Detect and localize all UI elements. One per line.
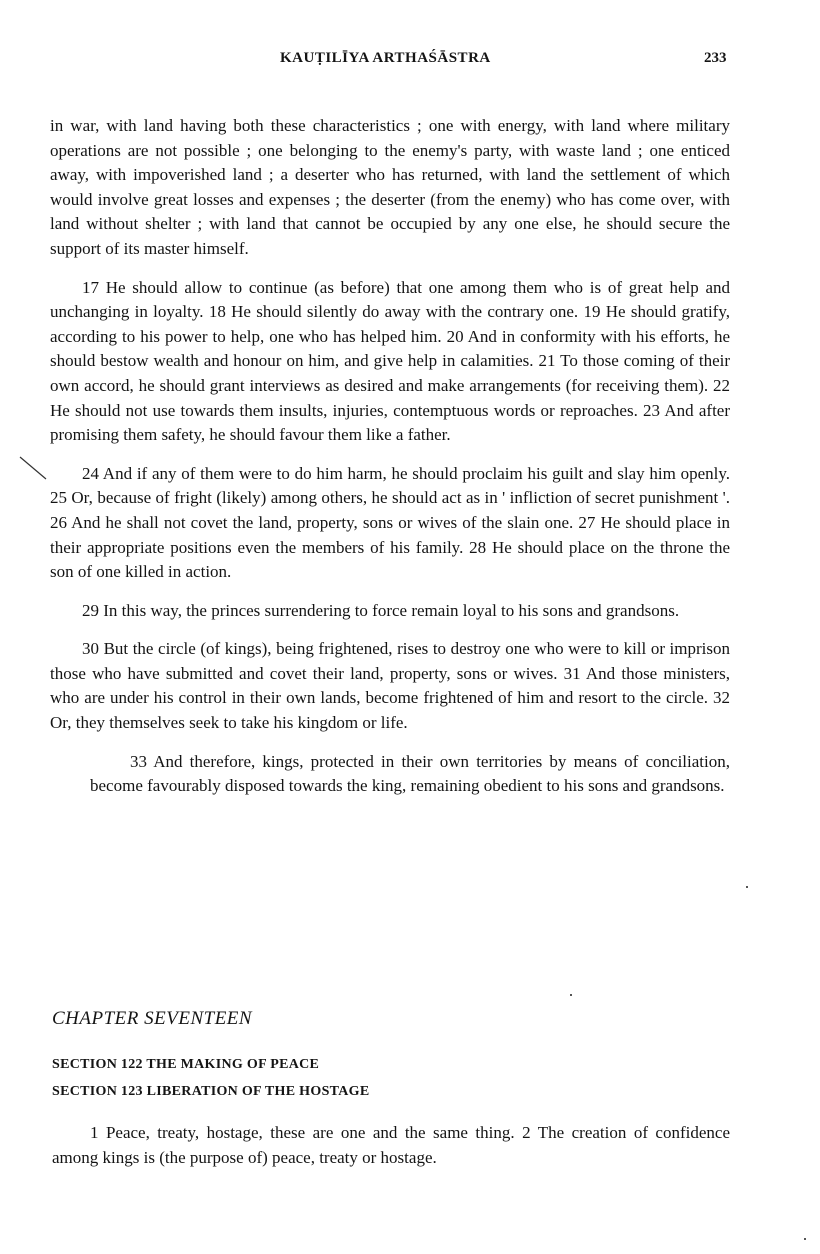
margin-pencil-mark: [18, 455, 50, 483]
print-speck: [570, 994, 572, 996]
paragraph-17: 17 He should allow to continue (as before) that one among them who is of great help and unchanging in loyalty. 18 He should silently do away with the contrary one. 19 He should gratify, according to his power to help, one who has helped him. 20 And in conformity with his efforts, he should bestow wealth and honour on him, and give help in calamities. 21 To those coming of their own accord, he should grant interviews as desired and make arrangements (for receiving them). 22 He should not use towards them insults, injuries, contemptuous words or reproaches. 23 And after promising them safety, he should favour them like a father.: [50, 277, 730, 445]
section-heading-122: SECTION 122 THE MAKING OF PEACE: [52, 1057, 320, 1072]
print-speck: [746, 886, 748, 888]
body-text: [50, 114, 730, 813]
paragraph-30: 30 But the circle (of kings), being frightened, rises to destroy one who were to kill or imprison those who have submitted and covet their land, property, sons or wives. 31 And those ministers, who are under his control in their own lands, become frightened of him and resort to the circle. 32 Or, they themselves seek to take his kingdom or life.: [50, 639, 730, 733]
paragraph-29: 29 In this way, the princes surrendering to force remain loyal to his sons and grandsons.: [82, 600, 680, 620]
section-heading-123: SECTION 123 LIBERATION OF THE HOSTAGE: [52, 1084, 370, 1099]
chapter-title: CHAPTER SEVENTEEN: [52, 1008, 253, 1029]
chapter-opening-text: [52, 1121, 730, 1170]
print-speck: [804, 1238, 806, 1240]
paragraph-1: 1 Peace, treaty, hostage, these are one and the same thing. 2 The creation of confidence among kings is (the purpose of) peace, treaty or hostage.: [52, 1123, 730, 1167]
verse-33: 33 And therefore, kings, protected in their own territories by means of conciliation, become favourably disposed towards the king, remaining obedient to his sons and grandsons.: [90, 751, 730, 796]
running-head: KAUṬILĪYA ARTHAŚĀSTRA: [280, 50, 491, 66]
paragraph-24: 24 And if any of them were to do him harm, he should proclaim his guilt and slay him openly. 25 Or, because of fright (likely) among others, he should act as in ' infliction of secret punishment '. 26 And he shall not covet the land, property, sons or wives of the slain one. 27 He should place in their appropriate positions even the members of his family. 28 He should place on the throne the son of one killed in action.: [50, 463, 730, 582]
page-number: 233: [704, 50, 727, 66]
paragraph-continuation: in war, with land having both these characteristics ; one with energy, with land where military operations are not possible ; one belonging to the enemy's party, with waste land ; one enticed away, with impoverished land ; a deserter who has returned, with land the settlement of which would involve great losses and expenses ; the deserter (from the enemy) who has come over, with land without shelter ; with land that cannot be occupied by any one else, he should secure the support of its master himself.: [50, 116, 730, 258]
